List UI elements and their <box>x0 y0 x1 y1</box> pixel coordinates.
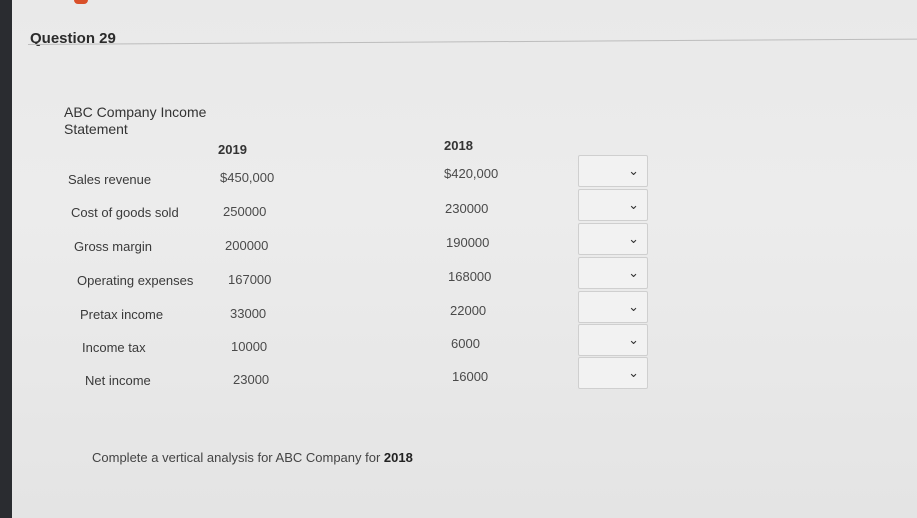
column-header-2019: 2019 <box>218 142 247 157</box>
row-label-operating-expenses: Operating expenses <box>77 273 194 288</box>
row-label-pretax-income: Pretax income <box>80 307 164 322</box>
statement-title: ABC Company Income Statement <box>64 104 207 137</box>
answer-dropdown-gross-margin[interactable] <box>578 223 648 255</box>
chevron-down-icon: ⌄ <box>628 365 639 380</box>
chevron-down-icon: ⌄ <box>628 299 639 314</box>
chevron-down-icon: ⌄ <box>628 332 639 347</box>
instruction-text <box>92 450 413 465</box>
value-2018-operating-expenses: 168000 <box>448 269 492 284</box>
question-divider <box>28 39 917 45</box>
row-label-gross-margin: Gross margin <box>74 239 153 254</box>
question-page <box>12 0 917 518</box>
row-label-net-income: Net income <box>85 373 151 388</box>
chevron-down-icon: ⌄ <box>628 197 639 212</box>
answer-dropdown-sales-revenue[interactable] <box>578 155 648 187</box>
question-title: Question 29 <box>30 30 116 47</box>
answer-dropdown-pretax-income[interactable] <box>578 291 648 323</box>
top-accent-bar <box>74 0 88 4</box>
value-2018-net-income: 16000 <box>452 369 489 384</box>
instruction-body: Complete a vertical analysis for ABC Company for <box>92 450 384 465</box>
answer-dropdown-cost-of-goods-sold[interactable] <box>578 189 648 221</box>
row-label-sales-revenue: Sales revenue <box>68 172 152 187</box>
value-2019-gross-margin: 200000 <box>225 238 269 253</box>
instruction-year: 2018 <box>383 450 413 465</box>
answer-dropdown-operating-expenses[interactable] <box>578 257 648 289</box>
value-2019-cost-of-goods-sold: 250000 <box>223 204 267 219</box>
chevron-down-icon: ⌄ <box>628 163 639 178</box>
value-2019-operating-expenses: 167000 <box>228 272 272 287</box>
value-2019-net-income: 23000 <box>233 372 270 387</box>
row-label-income-tax: Income tax <box>82 340 146 355</box>
answer-dropdown-net-income[interactable] <box>578 357 648 389</box>
value-2018-cost-of-goods-sold: 230000 <box>445 201 489 216</box>
chevron-down-icon: ⌄ <box>628 231 639 246</box>
value-2019-sales-revenue: $450,000 <box>220 170 275 185</box>
column-header-2018: 2018 <box>444 138 473 153</box>
value-2019-pretax-income: 33000 <box>230 306 267 321</box>
value-2018-income-tax: 6000 <box>451 336 480 351</box>
value-2018-gross-margin: 190000 <box>446 235 490 250</box>
value-2018-pretax-income: 22000 <box>450 303 487 318</box>
answer-dropdown-income-tax[interactable] <box>578 324 648 356</box>
value-2019-income-tax: 10000 <box>231 339 268 354</box>
row-label-cost-of-goods-sold: Cost of goods sold <box>71 205 179 220</box>
chevron-down-icon: ⌄ <box>628 265 639 280</box>
value-2018-sales-revenue: $420,000 <box>444 166 499 181</box>
